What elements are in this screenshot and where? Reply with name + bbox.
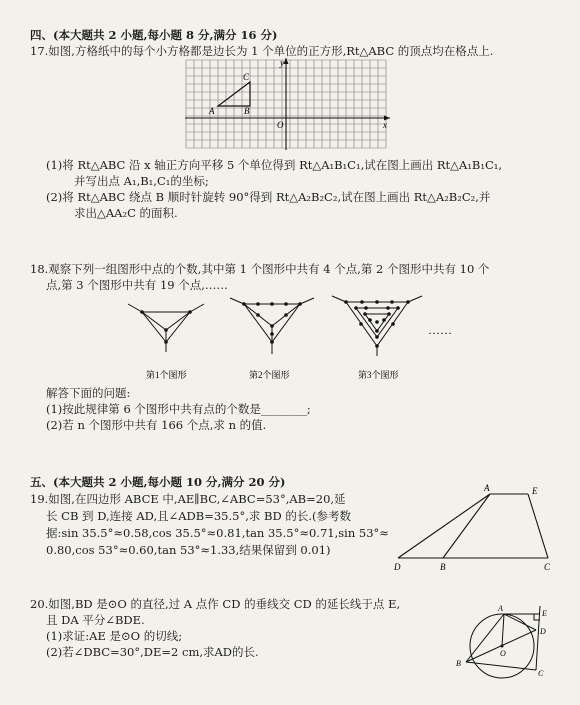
pattern-dot — [368, 318, 372, 322]
pattern-dot — [188, 310, 192, 314]
label-a: A — [498, 604, 503, 613]
q18-intro: 解答下面的问题: — [46, 386, 131, 400]
label-e: E — [542, 609, 547, 618]
origin-label: O — [277, 120, 284, 130]
pattern-dot — [375, 329, 379, 333]
center-dot — [501, 645, 504, 648]
line-da — [398, 494, 490, 558]
point-c-label: C — [243, 72, 250, 82]
q19-line4: 0.80,cos 53°≈0.60,tan 53°≈1.33,结果保留到 0.01) — [46, 543, 331, 557]
pattern-dot — [364, 306, 368, 310]
pattern-dot — [375, 344, 379, 348]
label-a: A — [484, 483, 490, 493]
pattern-dot — [396, 306, 400, 310]
pattern-dot — [270, 302, 274, 306]
pattern-dot — [387, 312, 391, 316]
figures-ellipsis: …… — [428, 323, 452, 337]
q19-line3: 据:sin 35.5°≈0.58,cos 35.5°≈0.81,tan 35.5°≈0.71,sin 53°≈ — [46, 526, 389, 540]
q17-stem: 17.如图,方格纸中的每个小方格都是边长为 1 个单位的正方形,Rt△ABC 的顶点均在格点上. — [30, 44, 494, 58]
label-d: D — [540, 627, 546, 636]
line-ad — [504, 614, 536, 630]
line-ab — [466, 614, 504, 662]
q17-part2-line1: (2)将 Rt△ABC 绕点 B 顺时针旋转 90°得到 Rt△A₂B₂C₂,试在图上画出 Rt△A₂B₂C₂,并 — [46, 190, 491, 204]
pattern-dot — [344, 300, 348, 304]
q17-part1-line1: (1)将 Rt△ABC 沿 x 轴正方向平移 5 个单位得到 Rt△A₁B₁C₁,试在图上画出 Rt△A₁B₁C₁, — [46, 158, 503, 172]
x-axis-label: x — [383, 120, 387, 130]
q17-part1-line2: 并写出点 A₁,B₁,C₁的坐标; — [74, 174, 209, 188]
section-4-header: 四、(本大题共 2 小题,每小题 8 分,满分 16 分) — [30, 28, 278, 42]
pattern-dot — [406, 300, 410, 304]
q19-quadrilateral-figure — [388, 482, 558, 574]
pattern-dot — [375, 320, 379, 324]
q17-grid-figure — [180, 56, 395, 154]
figure-1-drawing — [128, 304, 204, 352]
label-d: D — [394, 562, 401, 572]
q20-line1: 20.如图,BD 是⊙O 的直径,过 A 点作 CD 的垂线交 CD 的延长线于点 E, — [30, 597, 401, 611]
figure-3-caption: 第3个图形 — [358, 370, 399, 380]
figure-1-caption: 第1个图形 — [146, 370, 187, 380]
pattern-dot — [284, 302, 288, 306]
q18-part1: (1)按此规律第 6 个图形中共有点的个数是________; — [46, 402, 311, 416]
pattern-dot — [382, 318, 386, 322]
pattern-dot — [298, 302, 302, 306]
pattern-dot — [363, 312, 367, 316]
section-5-header: 五、(本大题共 2 小题,每小题 10 分,满分 20 分) — [30, 475, 286, 489]
label-b: B — [440, 562, 446, 572]
pattern-dot — [360, 300, 364, 304]
pattern-dot — [386, 306, 390, 310]
pattern-dot — [359, 322, 363, 326]
q19-line1: 19.如图,在四边形 ABCE 中,AE∥BC,∠ABC=53°,AB=20,延 — [30, 492, 346, 506]
line-ba — [443, 494, 490, 558]
line-ec — [536, 606, 540, 670]
pattern-dot — [354, 306, 358, 310]
q20-part2: (2)若∠DBC=30°,DE=2 cm,求AD的长. — [46, 645, 259, 659]
y-axis-arrow — [284, 58, 289, 64]
line-ec — [528, 494, 548, 558]
pattern-dot — [284, 313, 288, 317]
y-axis-label: y — [280, 58, 284, 68]
figure-2-caption: 第2个图形 — [249, 370, 290, 380]
pattern-dot — [256, 313, 260, 317]
label-e: E — [532, 486, 538, 496]
pattern-dot — [164, 328, 168, 332]
line-ao — [502, 614, 504, 646]
q19-line2: 长 CB 到 D,连接 AD,且∠ADB=35.5°,求 BD 的长.(参考数 — [46, 509, 351, 523]
figure-3-dots — [344, 300, 410, 348]
pattern-dot — [391, 322, 395, 326]
pattern-dot — [270, 324, 274, 328]
pattern-dot — [164, 340, 168, 344]
label-o: O — [500, 649, 506, 658]
label-c: C — [544, 562, 551, 572]
q18-stem-line1: 18.观察下列一组图形中点的个数,其中第 1 个图形中共有 4 个点,第 2 个图形中共有 10 个 — [30, 262, 490, 276]
point-b-label: B — [244, 106, 250, 116]
pattern-dot — [375, 300, 379, 304]
pattern-dot — [256, 302, 260, 306]
q18-stem-line2: 点,第 3 个图形中共有 19 个点,…… — [46, 278, 228, 292]
pattern-dot — [270, 332, 274, 336]
pattern-dot — [242, 302, 246, 306]
pattern-dot — [390, 300, 394, 304]
q20-part1: (1)求证:AE 是⊙O 的切线; — [46, 629, 183, 643]
q20-line2: 且 DA 平分∠BDE. — [46, 613, 145, 627]
label-c: C — [538, 669, 544, 678]
label-b: B — [456, 659, 461, 668]
q18-part2: (2)若 n 个图形中共有 166 个点,求 n 的值. — [46, 418, 267, 432]
q18-figures — [118, 292, 458, 384]
q20-circle-figure — [452, 600, 552, 680]
point-a-label: A — [209, 106, 215, 116]
q17-part2-line2: 求出△AA₂C 的面积. — [74, 206, 178, 220]
pattern-dot — [270, 340, 274, 344]
pattern-dot — [375, 335, 379, 339]
pattern-dot — [140, 310, 144, 314]
